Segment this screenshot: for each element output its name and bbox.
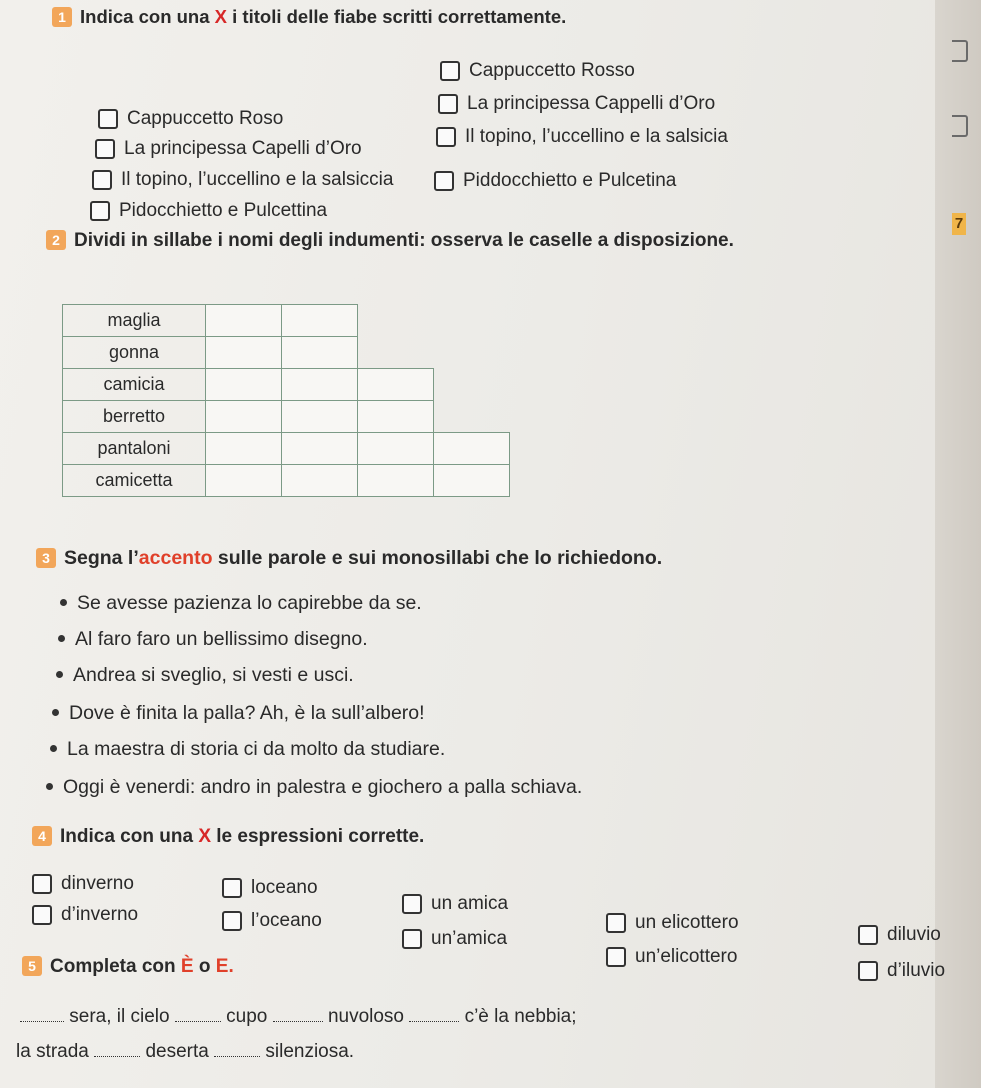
word-cell: pantaloni xyxy=(63,433,206,465)
exercise-4-title: 4 Indica con una X le espressioni corrette. xyxy=(32,826,424,848)
ex4-option[interactable]: loceano xyxy=(222,877,318,899)
ex4-option[interactable]: diluvio xyxy=(858,924,941,946)
ex4-option[interactable]: un elicottero xyxy=(606,912,739,934)
syllable-cell[interactable] xyxy=(282,305,358,337)
syllable-cell[interactable] xyxy=(206,433,282,465)
page-edge-mark xyxy=(952,115,968,137)
ex1-option[interactable]: La principessa Capelli d’Oro xyxy=(95,138,362,160)
table-row xyxy=(63,369,510,401)
ex1-option[interactable]: Il topino, l’uccellino e la salsicia xyxy=(436,126,728,148)
checkbox[interactable] xyxy=(95,139,115,159)
table-row xyxy=(63,433,510,465)
checkbox[interactable] xyxy=(222,911,242,931)
table-row xyxy=(63,401,510,433)
ex4-option[interactable]: dinverno xyxy=(32,873,134,895)
checkbox[interactable] xyxy=(438,94,458,114)
ex4-option[interactable]: l’oceano xyxy=(222,910,322,932)
sentence[interactable]: Oggi è venerdi: andro in palestra e giochero a palla schiava. xyxy=(46,776,582,799)
checkbox[interactable] xyxy=(436,127,456,147)
checkbox[interactable] xyxy=(90,201,110,221)
syllable-table xyxy=(62,304,510,497)
exercise-number: 4 xyxy=(32,826,52,846)
ex1-option[interactable]: Cappuccetto Rosso xyxy=(440,60,635,82)
sentence[interactable]: La maestra di storia ci da molto da studiare. xyxy=(50,738,445,761)
checkbox[interactable] xyxy=(402,894,422,914)
checkbox[interactable] xyxy=(32,874,52,894)
syllable-cell[interactable] xyxy=(282,369,358,401)
syllable-cell[interactable] xyxy=(434,433,510,465)
syllable-cell[interactable] xyxy=(206,305,282,337)
ex1-option[interactable]: La principessa Cappelli d’Oro xyxy=(438,93,715,115)
syllable-cell[interactable] xyxy=(282,401,358,433)
table-row xyxy=(63,465,510,497)
ex4-option[interactable]: d’iluvio xyxy=(858,960,945,982)
exercise-3-title: 3 Segna l’accento sulle parole e sui monosillabi che lo richiedono. xyxy=(36,547,662,570)
checkbox[interactable] xyxy=(402,929,422,949)
sentence[interactable]: Al faro faro un bellissimo disegno. xyxy=(58,628,368,651)
syllable-cell[interactable] xyxy=(282,337,358,369)
exercise-2-title: 2 Dividi in sillabe i nomi degli indumenti: osserva le caselle a disposizione. xyxy=(46,230,734,252)
checkbox[interactable] xyxy=(222,878,242,898)
syllable-cell[interactable] xyxy=(206,465,282,497)
exercise-number: 2 xyxy=(46,230,66,250)
ex1-option[interactable]: Piddocchietto e Pulcetina xyxy=(434,170,676,192)
syllable-cell[interactable] xyxy=(358,369,434,401)
word-cell: berretto xyxy=(63,401,206,433)
word-cell: camicetta xyxy=(63,465,206,497)
blank-field[interactable] xyxy=(273,1005,323,1022)
checkbox[interactable] xyxy=(606,913,626,933)
syllable-cell[interactable] xyxy=(358,465,434,497)
checkbox[interactable] xyxy=(92,170,112,190)
checkbox[interactable] xyxy=(440,61,460,81)
exercise-number: 1 xyxy=(52,7,72,27)
ex1-option[interactable]: Cappuccetto Roso xyxy=(98,108,283,130)
syllable-cell[interactable] xyxy=(282,433,358,465)
checkbox[interactable] xyxy=(434,171,454,191)
exercise-number: 5 xyxy=(22,956,42,976)
blank-field[interactable] xyxy=(175,1005,221,1022)
page-edge-mark xyxy=(952,40,968,62)
word-cell: gonna xyxy=(63,337,206,369)
ex1-option[interactable]: Pidocchietto e Pulcettina xyxy=(90,200,327,222)
sentence[interactable]: Se avesse pazienza lo capirebbe da se. xyxy=(60,592,422,615)
blank-field[interactable] xyxy=(20,1005,64,1022)
exercise-1-title: 1 Indica con una X i titoli delle fiabe scritti correttamente. xyxy=(52,6,566,28)
ex4-option[interactable]: un’elicottero xyxy=(606,946,737,968)
page-edge-number: 7 xyxy=(952,213,966,235)
checkbox[interactable] xyxy=(858,925,878,945)
blank-field[interactable] xyxy=(214,1040,260,1057)
ex5-line-2: la strada deserta silenziosa. xyxy=(16,1041,355,1062)
checkbox[interactable] xyxy=(858,961,878,981)
exercise-5-title: 5 Completa con È o E. xyxy=(22,956,234,978)
ex4-option[interactable]: un’amica xyxy=(402,928,507,950)
word-cell: camicia xyxy=(63,369,206,401)
syllable-cell[interactable] xyxy=(358,401,434,433)
table-row xyxy=(63,305,510,337)
sentence[interactable]: Andrea si sveglio, si vesti e usci. xyxy=(56,664,354,687)
checkbox[interactable] xyxy=(606,947,626,967)
ex4-option[interactable]: un amica xyxy=(402,893,508,915)
syllable-cell[interactable] xyxy=(206,401,282,433)
syllable-cell[interactable] xyxy=(358,433,434,465)
checkbox[interactable] xyxy=(98,109,118,129)
ex1-option[interactable]: Il topino, l’uccellino e la salsiccia xyxy=(92,169,393,191)
word-cell: maglia xyxy=(63,305,206,337)
sentence[interactable]: Dove è finita la palla? Ah, è la sull’albero! xyxy=(52,702,425,725)
syllable-cell[interactable] xyxy=(206,337,282,369)
table-row xyxy=(63,337,510,369)
blank-field[interactable] xyxy=(94,1040,140,1057)
exercise-number: 3 xyxy=(36,548,56,568)
facing-page-edge xyxy=(935,0,981,1088)
syllable-cell[interactable] xyxy=(434,465,510,497)
ex5-line-1: sera, il cielo cupo nuvoloso c’è la nebbia; xyxy=(20,1005,577,1028)
blank-field[interactable] xyxy=(409,1005,459,1022)
checkbox[interactable] xyxy=(32,905,52,925)
syllable-cell[interactable] xyxy=(282,465,358,497)
syllable-cell[interactable] xyxy=(206,369,282,401)
ex4-option[interactable]: d’inverno xyxy=(32,904,138,926)
